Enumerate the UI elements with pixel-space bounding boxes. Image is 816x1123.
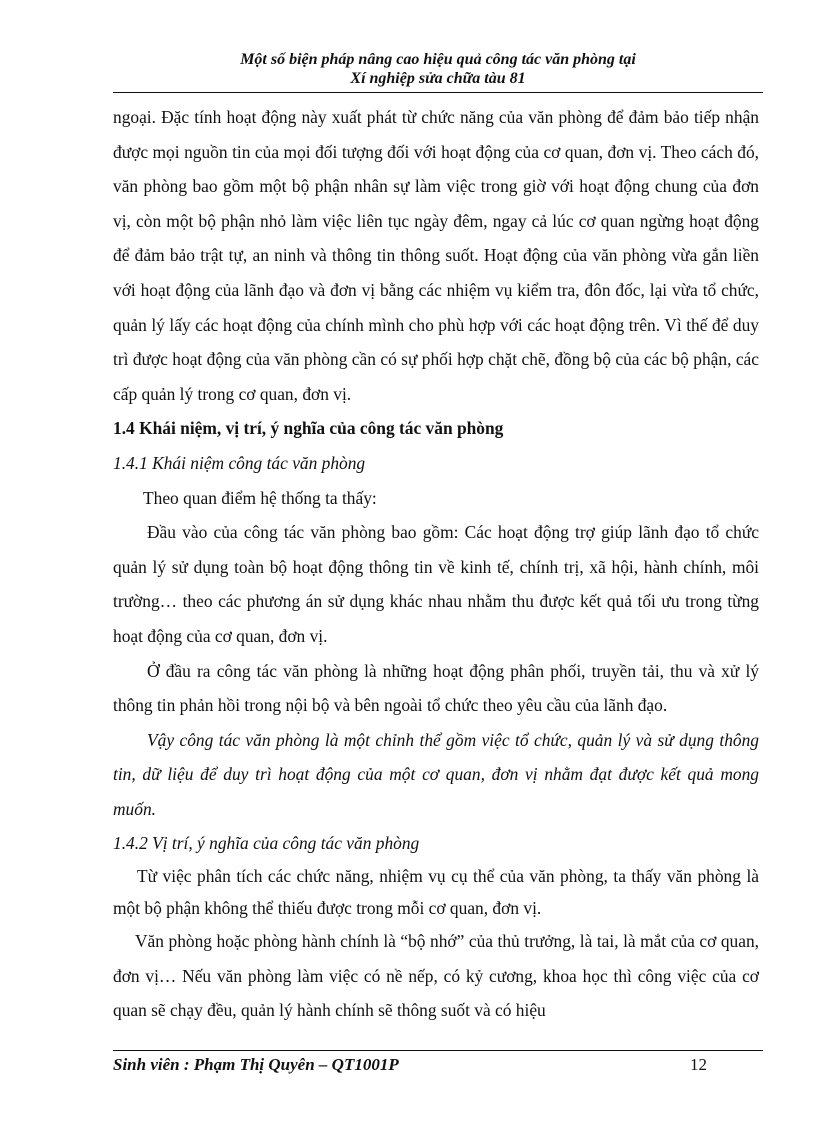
page-header [113, 50, 763, 88]
paragraph-outputs: Ở đầu ra công tác văn phòng là những hoạt động phân phối, truyền tải, thu và xử lý thông tin phản hồi trong nội bộ và bên ngoài tổ chức theo yêu cầu của lãnh đạo. [113, 660, 759, 716]
paragraph-memory: Văn phòng hoặc phòng hành chính là “bộ nhớ” của thủ trưởng, là tai, là mắt của cơ quan, đơn vị… Nếu văn phòng làm việc có nề nếp, có kỷ cương, khoa học thì công việc của cơ quan sẽ chạy đều, quản lý hành chính sẽ thông suốt và có hiệu [113, 931, 759, 1021]
subsection-heading-1-4-1: 1.4.1 Khái niệm công tác văn phòng [113, 452, 366, 473]
section-heading-1-4: 1.4 Khái niệm, vị trí, ý nghĩa của công tác văn phòng [113, 418, 504, 439]
paragraph-office-activity: ngoại. Đặc tính hoạt động này xuất phát từ chức năng của văn phòng để đảm bảo tiếp nhận được mọi nguồn tin của mọi đối tượng đối với hoạt động của cơ quan, đơn vị. Theo cách đó, văn phòng bao gồm một bộ phận nhân sự làm việc trong giờ với hoạt động chung của đơn vị, còn một bộ phận nhỏ làm việc liên tục ngày đêm, ngay cả lúc cơ quan ngừng hoạt động để đảm bảo trật tự, an ninh và thông tin thông suốt. Hoạt động của văn phòng vừa gắn liền với hoạt động của lãnh đạo và đơn vị bằng các nhiệm vụ kiểm tra, đôn đốc, lại vừa tổ chức, quản lý lấy các hoạt động của chính mình cho phù hợp với các hoạt động trên. Vì thế để duy trì được hoạt động của văn phòng cần có sự phối hợp chặt chẽ, đồng bộ của các bộ phận, các cấp quản lý trong cơ quan, đơn vị. [113, 107, 759, 404]
paragraph-inputs: Đầu vào của công tác văn phòng bao gồm: Các hoạt động trợ giúp lãnh đạo tổ chức quản lý sử dụng toàn bộ hoạt động thông tin về kinh tế, chính trị, xã hội, hành chính, môi trường… theo các phương án sử dụng khác nhau nhằm thu được kết quả tối ưu trong từng hoạt động của cơ quan, đơn vị. [113, 522, 759, 646]
page-number: 12 [690, 1055, 707, 1074]
paragraph-system-view: Theo quan điểm hệ thống ta thấy: [143, 487, 377, 508]
paragraph-role: Từ việc phân tích các chức năng, nhiệm vụ cụ thể của văn phòng, ta thấy văn phòng là một bộ phận không thể thiếu được trong mỗi cơ quan, đơn vị. [113, 866, 759, 918]
footer-student-label: Sinh viên : Phạm Thị Quyên – QT1001P [113, 1055, 399, 1074]
paragraph-definition: Vậy công tác văn phòng là một chỉnh thể gồm việc tổ chức, quản lý và sử dụng thông tin, dữ liệu để duy trì hoạt động của một cơ quan, đơn vị nhằm đạt được kết quả mong muốn. [113, 729, 759, 819]
subsection-heading-1-4-2: 1.4.2 Vị trí, ý nghĩa của công tác văn phòng [113, 833, 420, 854]
document-body [113, 100, 759, 1028]
footer-divider [113, 1050, 763, 1051]
header-title-line1: Một số biện pháp nâng cao hiệu quả công tác văn phòng tại [240, 51, 636, 68]
header-divider [113, 92, 763, 93]
header-title-line2: Xí nghiệp sửa chữa tàu 81 [350, 70, 526, 87]
